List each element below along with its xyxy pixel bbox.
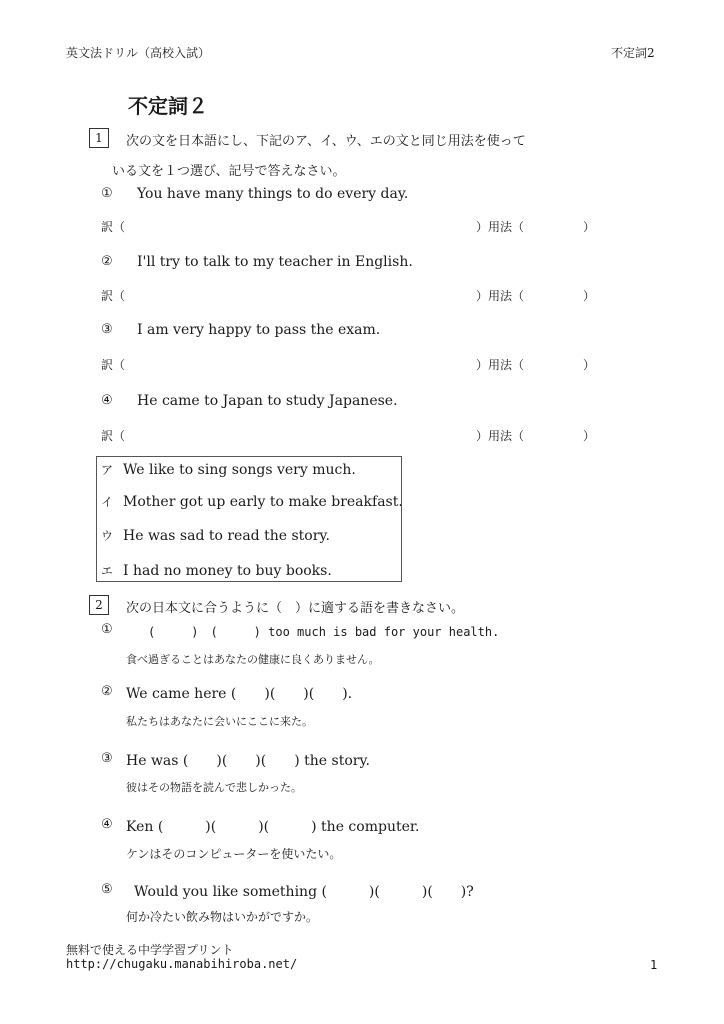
q2-item-english: ( ) ( ) too much is bad for your health.: [148, 625, 500, 639]
q1-item-mark: ②: [101, 254, 113, 269]
q1-item-mark: ①: [101, 186, 113, 201]
q1-item-mark: ③: [101, 322, 113, 337]
q1-choice-mark: ウ: [101, 529, 114, 543]
q1-choice-text: We like to sing songs very much.: [123, 462, 356, 478]
q2-item-japanese: ケンはそのコンピューターを使いたい。: [126, 847, 342, 861]
q1-usage-label: ）用法（: [476, 289, 525, 303]
q1-usage-close: ）: [583, 358, 596, 372]
q1-usage-close: ）: [583, 289, 596, 303]
q1-usage-label: ）用法（: [476, 220, 525, 234]
q2-item-japanese: 何か冷たい飲み物はいかがですか。: [126, 910, 319, 924]
q1-item-sentence: You have many things to do every day.: [137, 186, 409, 202]
page-title: 不定詞２: [128, 94, 208, 118]
q1-choice-text: Mother got up early to make breakfast.: [123, 494, 403, 510]
q1-choice-mark: ア: [101, 463, 114, 477]
q1-translation-label: 訳（: [101, 289, 126, 303]
q2-number-box: 2: [89, 595, 109, 615]
q1-instruction-line1: 次の文を日本語にし、下記のア、イ、ウ、エの文と同じ用法を使って: [126, 134, 526, 149]
header-right: 不定詞2: [611, 46, 655, 60]
q1-choice-mark: イ: [101, 495, 114, 509]
q1-usage-label: ）用法（: [476, 429, 525, 443]
q1-choice: [101, 461, 356, 478]
q2-item-english: Would you like something ( )( )( )?: [134, 884, 474, 900]
header-left: 英文法ドリル（高校入試）: [66, 46, 211, 60]
q2-item-english: He was ( )( )( ) the story.: [126, 753, 370, 769]
q2-item-english: We came here ( )( )( ).: [126, 686, 353, 702]
q2-item-japanese: 彼はその物語を読んで悲しかった。: [126, 781, 302, 794]
q2-item-mark: ②: [101, 684, 113, 699]
q1-number-box: 1: [89, 128, 109, 148]
q2-item-japanese: 食べ過ぎることはあなたの健康に良くありません。: [126, 653, 380, 666]
q1-usage-label: ）用法（: [476, 358, 525, 372]
q1-item-sentence: He came to Japan to study Japanese.: [137, 393, 398, 409]
q1-item-sentence: I'll try to talk to my teacher in English.: [137, 254, 413, 270]
q1-usage-close: ）: [583, 429, 596, 443]
q1-translation-label: 訳（: [101, 358, 126, 372]
q1-choice: [101, 493, 403, 510]
q1-usage-close: ）: [583, 220, 596, 234]
q1-choice-mark: エ: [101, 564, 114, 578]
q1-choice-text: I had no money to buy books.: [123, 563, 332, 579]
q1-item-mark: ④: [101, 393, 113, 408]
footer-url[interactable]: http://chugaku.manabihiroba.net/: [66, 957, 298, 971]
page-number: 1: [650, 958, 658, 972]
q2-item-english: Ken ( )( )( ) the computer.: [126, 819, 420, 835]
q2-item-mark: ①: [101, 622, 113, 637]
q2-item-mark: ⑤: [101, 882, 113, 897]
q1-choice-text: He was sad to read the story.: [123, 528, 330, 544]
q1-translation-label: 訳（: [101, 220, 126, 234]
q1-translation-label: 訳（: [101, 429, 126, 443]
q1-choice: [101, 562, 332, 579]
footer-site-name: 無料で使える中学学習プリント: [66, 943, 234, 957]
q2-item-mark: ③: [101, 751, 113, 766]
q2-item-japanese: 私たちはあなたに会いにここに来た。: [126, 715, 313, 728]
q2-instruction: 次の日本文に合うように（ ）に適する語を書きなさい。: [126, 601, 465, 616]
q2-item-mark: ④: [101, 817, 113, 832]
q1-choice: [101, 527, 330, 544]
q1-instruction-line2: いる文を１つ選び、記号で答えなさい。: [112, 164, 346, 179]
q1-item-sentence: I am very happy to pass the exam.: [137, 322, 381, 338]
